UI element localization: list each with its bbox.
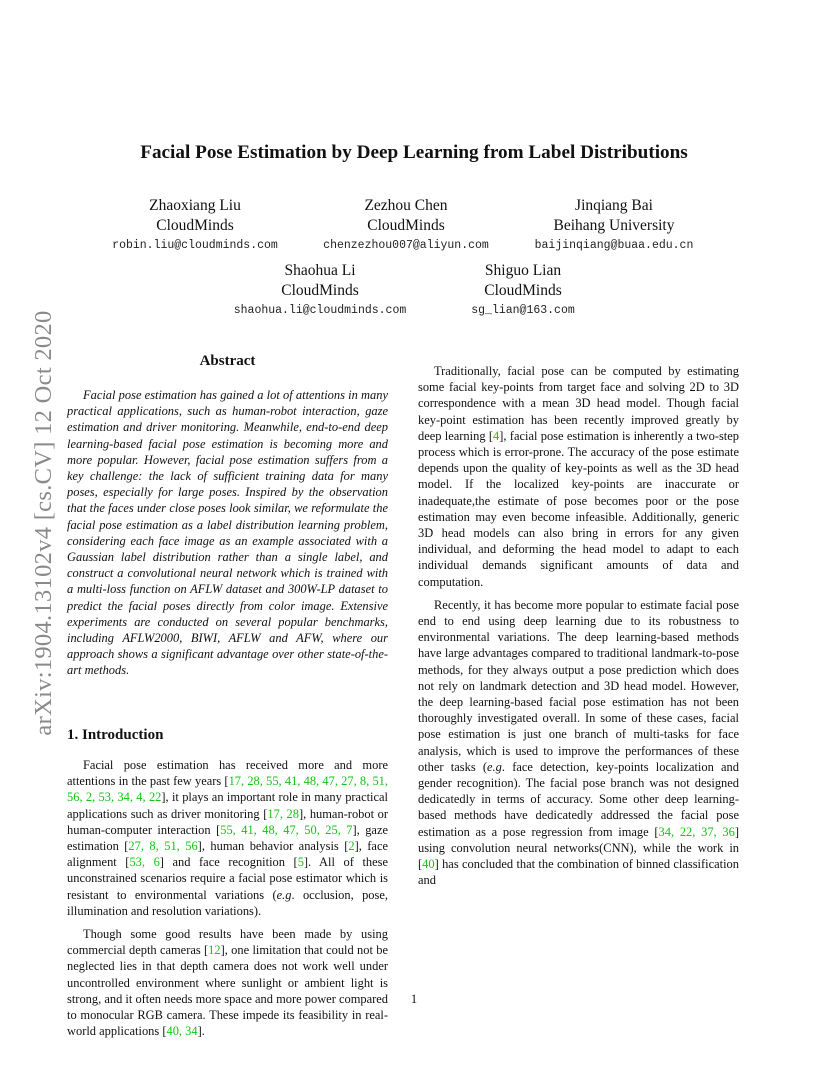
abstract-text: Facial pose estimation has gained a lot of attentions in many practical applications, such as human-robot interaction, gaze estimation and driver monitoring. Meanwhile, end-to-end deep learning-based facial pose estimation is becoming more and more popular. However, facial pose estimation suffers from a key challenge: the lack of sufficient training data for many poses, especially for large poses. Inspired by the observation that the faces under close poses look similar, we reformulate the facial pose estimation as a label distribution learning problem, considering each face image as an example associated with a Gaussian label distribution rather than a single label, and construct a convolutional neural network which is trained with a multi-loss function on AFLW dataset and 300W-LP dataset to predict the facial poses directly from color image. Extensive experiments are conducted on several popular benchmarks, including AFLW2000, BIWI, AFLW and AFW, where our approach shows a significant advantage over other state-of-the-art methods. — [67, 388, 388, 678]
author-email[interactable]: sg_lian@163.com — [471, 304, 575, 317]
author-affiliation: CloudMinds — [156, 217, 234, 234]
citation-link[interactable]: 12 — [208, 943, 221, 958]
citation-link[interactable]: 53, 6 — [129, 855, 160, 870]
citation-link[interactable]: 55, 41, 48, 47, 50, 25, 7 — [220, 822, 353, 837]
citation-link[interactable]: 27, 8, 51, 56 — [128, 839, 198, 854]
citation-link[interactable]: 40 — [422, 857, 435, 872]
citation-link[interactable]: 4 — [493, 428, 500, 443]
author-name: Shaohua Li — [284, 262, 356, 279]
author-email[interactable]: baijinqiang@buaa.edu.cn — [534, 239, 694, 252]
author-affiliation: CloudMinds — [484, 282, 562, 299]
citation-link[interactable]: 2 — [348, 839, 355, 854]
author-affiliation: CloudMinds — [367, 217, 445, 234]
author-affiliation: Beihang University — [553, 217, 675, 234]
citation-link[interactable]: 34, 22, 37, 36 — [658, 824, 735, 839]
citation-link[interactable]: 17, 28 — [267, 806, 299, 821]
author-email[interactable]: chenzezhou007@aliyun.com — [323, 239, 489, 252]
author-block — [484, 196, 744, 255]
author-email[interactable]: shaohua.li@cloudminds.com — [233, 304, 407, 317]
arxiv-stamp — [24, 286, 64, 760]
citation-link[interactable]: 40, 34 — [166, 1024, 198, 1039]
abstract-heading: Abstract — [199, 353, 256, 369]
citation-link[interactable]: 5 — [297, 855, 304, 870]
author-name: Zezhou Chen — [364, 197, 448, 214]
author-name: Jinqiang Bai — [575, 197, 653, 214]
section-heading-introduction: 1. Introduction — [67, 727, 164, 743]
author-affiliation: CloudMinds — [281, 282, 359, 299]
right-column-body — [418, 356, 739, 889]
author-name: Shiguo Lian — [484, 262, 562, 279]
author-name: Zhaoxiang Liu — [149, 197, 241, 214]
author-email[interactable]: robin.liu@cloudminds.com — [112, 239, 278, 252]
page-number: 1 — [410, 992, 418, 1006]
paper-title: Facial Pose Estimation by Deep Learning from Label Distributions — [140, 142, 688, 163]
paragraph: Though some good results have been made by using commercial depth cameras [12], one limitation that could not be neglected lies in that depth camera does not work well under uncontrolled environment where sunlight or ambient light is strong, and it often needs more space and more power compared to monocular RGB camera. These impede its feasibility in real-world applications [40, 34]. — [67, 927, 388, 1039]
paragraph: Recently, it has become more popular to estimate facial pose end to end using deep learning due to its robustness to environmental variations. The deep learning-based methods have large advantages compared to traditional landmark-to-pose methods, for they always output a pose prediction which does not rely on landmark detection and 3D head model. However, the deep learning-based facial pose estimation has not been thoroughly investigated overall. In some of these cases, facial pose estimation is just one branch of multi-tasks for face analysis, which is used to improve the performances of these other tasks (e.g. face detection, key-points localization and gender recognition). The facial pose branch was not designed dedicatedly in terms of accuracy. Some other deep learning-based methods have dedicatedly addressed the facial pose estimation as a pose regression from image [34, 22, 37, 36] using convolution neural networks(CNN), while the work in [40] has concluded that the combination of binned classification and — [418, 597, 739, 888]
paragraph: Traditionally, facial pose can be computed by estimating some facial key-points from target face and solving 2D to 3D correspondence with a mean 3D head model. Though facial key-point estimation has been recently improved greatly by deep learning [4], facial pose estimation is inherently a two-step process which is error-prone. The accuracy of the pose estimate depends upon the quality of key-points as well as the 3D head model. If the localized key-points are inaccurate or inadequate,the estimate of pose becomes poor or the pose estimation may even become infeasible. Additionally, generic 3D head models can also bring in errors for any given individual, and deforming the head model to adapt to each individual demands significant amounts of data and computation. — [418, 364, 739, 589]
paragraph: Facial pose estimation has received more and more attentions in the past few years [17, 28, 55, 41, 48, 47, 27, 8, 51, 56, 2, 53, 34, 4, 22], it plays an important role in many practical applications such as driver monitoring [17, 28], human-robot or human-computer interaction [55, 41, 48, 47, 50, 25, 7], gaze estimation [27, 8, 51, 56], human behavior analysis [2], face alignment [53, 6] and face recognition [5]. All of these unconstrained scenarios require a facial pose estimator which is resistant to environmental variations (e.g. occlusion, pose, illumination and resolution variations). — [67, 758, 389, 918]
abstract-body — [67, 387, 388, 679]
citation-link[interactable]: 17, 28, 55, 41, 48, 47, 27, 8, 51, 56, 2, 53, 34, 4, 22 — [67, 774, 388, 805]
author-block — [393, 261, 653, 320]
arxiv-stamp-text: arXiv:1904.13102v4 [cs.CV] 12 Oct 2020 — [30, 310, 57, 736]
